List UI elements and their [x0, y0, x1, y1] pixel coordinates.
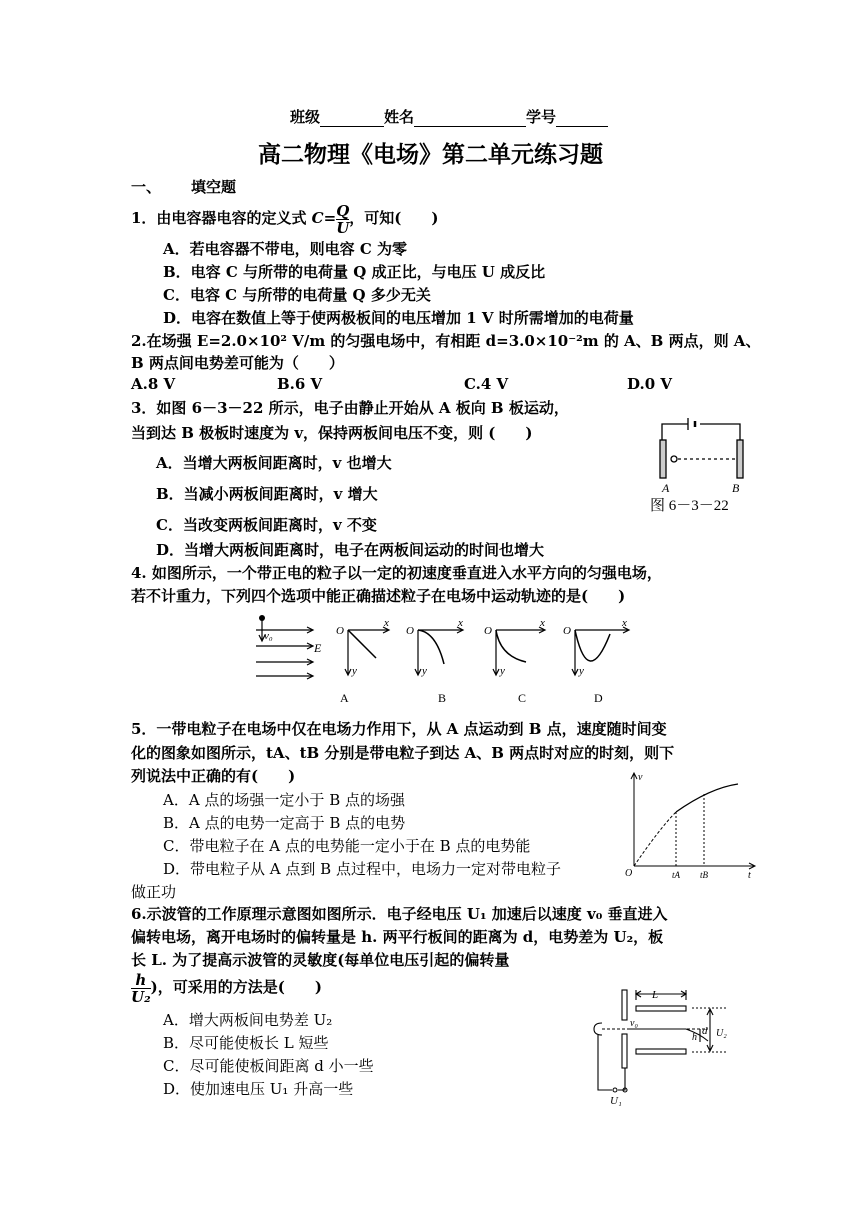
section-number: 一、: [131, 178, 162, 196]
q6-line1: 6.示波管的工作原理示意图如图所示．电子经电压 U₁ 加速后以速度 v₀ 垂直进入: [131, 905, 668, 923]
section-label: 填空题: [191, 178, 237, 196]
q1-stem-end: ，可知( ): [349, 209, 439, 227]
q5-origin: O: [625, 868, 633, 879]
id-label: 学号: [526, 108, 557, 126]
class-blank[interactable]: [320, 126, 384, 127]
q3-option-b[interactable]: B．当减小两板间距离时，v 增大: [156, 485, 378, 503]
section-heading: [131, 176, 236, 197]
student-info-line: [290, 106, 608, 127]
q5-ta-label: tA: [672, 870, 680, 880]
q5-tb-label: tB: [700, 870, 708, 880]
q4-c-origin: O: [484, 625, 492, 637]
q5-option-c[interactable]: C．带电粒子在 A 点的电势能一定小于在 B 点的电势能: [163, 837, 531, 855]
q6-line3: 长 L. 为了提高示波管的灵敏度(每单位电压引起的偏转量: [131, 951, 510, 969]
q6-line4: [131, 968, 322, 1006]
q4-b-x: x: [458, 617, 463, 629]
q5-line3: 列说法中正确的有( ): [131, 767, 296, 785]
q4-line1: 4. 如图所示，一个带正电的粒子以一定的初速度垂直进入水平方向的匀强电场，: [131, 564, 662, 582]
q3-option-a[interactable]: A．当增大两板间距离时，v 也增大: [156, 454, 392, 472]
q4-v0-label: v₀: [264, 630, 273, 642]
q5-axis-v: v: [638, 772, 643, 783]
q1-stem: [131, 200, 438, 236]
q4-label-b: B: [438, 691, 447, 705]
name-label: 姓名: [384, 108, 415, 126]
q2-option-b[interactable]: B.6 V: [277, 375, 323, 393]
q4-b-origin: O: [406, 625, 414, 637]
q6-fraction: [131, 972, 151, 1005]
q5-line1: 5．一带电粒子在电场中仅在电场力作用下，从 A 点运动到 B 点，速度随时间变: [131, 720, 667, 738]
q6-v0-label: v₀: [630, 1018, 638, 1029]
q4-label-c: C: [518, 691, 527, 705]
q5-option-b[interactable]: B．A 点的电势一定高于 B 点的电势: [163, 814, 406, 832]
q6-option-a[interactable]: A．增大两板间电势差 U₂: [163, 1011, 333, 1029]
q4-d-x: x: [622, 617, 627, 629]
q4-b-y: y: [422, 665, 427, 677]
q6-option-c[interactable]: C．尽可能使板间距离 d 小一些: [163, 1057, 374, 1075]
q6-l-label: L: [652, 989, 659, 1001]
q4-d-origin: O: [563, 625, 571, 637]
q2-option-a[interactable]: A.8 V: [131, 375, 176, 393]
q6-d-label: d: [702, 1025, 708, 1037]
q2-line1: 2.在场强 E=2.0×10² V/m 的匀强电场中，有相距 d=3.0×10⁻²m 的 A、B 两点，则 A、: [131, 332, 761, 350]
q2-option-d[interactable]: D.0 V: [627, 375, 672, 393]
q6-fraction-den: U₂: [131, 987, 151, 1006]
q5-axis-t: t: [748, 870, 751, 880]
q4-a-x: x: [384, 617, 389, 629]
q3-figure-caption: 图 6－3－22: [650, 498, 729, 514]
q1-formula-c: C=: [311, 209, 337, 227]
q2-line2: B 两点间电势差可能为（ ）: [131, 354, 344, 372]
q4-c-x: x: [540, 617, 545, 629]
q6-u2-label: U₂: [716, 1028, 727, 1039]
q5-option-a[interactable]: A．A 点的场强一定小于 B 点的场强: [163, 791, 405, 809]
q6-option-b[interactable]: B．尽可能使板长 L 短些: [163, 1034, 329, 1052]
q4-label-d: D: [594, 691, 603, 705]
q6-line4-text: )，可采用的方法是( ): [150, 978, 322, 996]
q1-option-d[interactable]: D．电容在数值上等于使两极板间的电压增加 1 V 时所需增加的电荷量: [163, 309, 634, 327]
q4-trajectory-figure: [250, 612, 640, 708]
q1-option-c[interactable]: C．电容 C 与所带的电荷量 Q 多少无关: [163, 286, 431, 304]
q3-plate-b-label: B: [732, 481, 740, 495]
q6-oscilloscope-figure: [588, 986, 748, 1106]
q4-label-a: A: [340, 691, 349, 705]
q1-stem-text: 1．由电容器电容的定义式: [131, 209, 312, 227]
q3-plate-a-label: A: [662, 481, 670, 495]
q4-e-label: E: [314, 641, 322, 655]
q6-fraction-num: h: [131, 972, 151, 989]
q1-option-b[interactable]: B．电容 C 与所带的电荷量 Q 成正比，与电压 U 成反比: [163, 263, 546, 281]
q6-u1-label: U₁: [610, 1095, 622, 1106]
q5-option-d[interactable]: D．带电粒子从 A 点到 B 点过程中，电场力一定对带电粒子: [163, 860, 561, 878]
q3-capacitor-figure: [640, 400, 770, 518]
q5-line2: 化的图象如图所示，tA、tB 分别是带电粒子到达 A、B 两点时对应的时刻，则下: [131, 744, 675, 762]
q5-velocity-graph: [620, 768, 760, 880]
class-label: 班级: [290, 108, 321, 126]
q2-option-c[interactable]: C.4 V: [464, 375, 509, 393]
id-blank[interactable]: [556, 126, 608, 127]
q3-option-d[interactable]: D．当增大两板间距离时，电子在两板间运动的时间也增大: [156, 541, 545, 559]
q6-h-label: h: [692, 1032, 697, 1043]
q6-line2: 偏转电场，离开电场时的偏转量是 h. 两平行板间的距离为 d，电势差为 U₂，板: [131, 928, 664, 946]
q4-line2: 若不计重力，下列四个选项中能正确描述粒子在电场中运动轨迹的是( ): [131, 587, 626, 605]
q3-line2: 当到达 B 极板时速度为 v，保持两板间电压不变，则 ( ): [131, 424, 533, 442]
q5-option-d-cont: 做正功: [131, 883, 177, 901]
q1-option-a[interactable]: A．若电容器不带电，则电容 C 为零: [163, 240, 408, 258]
q3-line1: 3．如图 6－3－22 所示，电子由静止开始从 A 板向 B 板运动，: [131, 399, 569, 417]
q4-c-y: y: [500, 665, 505, 677]
q4-d-y: y: [579, 665, 584, 677]
name-blank[interactable]: [414, 126, 526, 127]
page-title: 高二物理《电场》第二单元练习题: [258, 141, 603, 168]
q4-a-y: y: [352, 665, 357, 677]
q3-option-c[interactable]: C．当改变两板间距离时，v 不变: [156, 516, 377, 534]
q1-fraction: [336, 203, 349, 236]
q1-fraction-num: Q: [336, 201, 350, 220]
q4-a-origin: O: [336, 625, 344, 637]
q6-option-d[interactable]: D．使加速电压 U₁ 升高一些: [163, 1080, 354, 1098]
q1-fraction-den: U: [336, 218, 350, 237]
